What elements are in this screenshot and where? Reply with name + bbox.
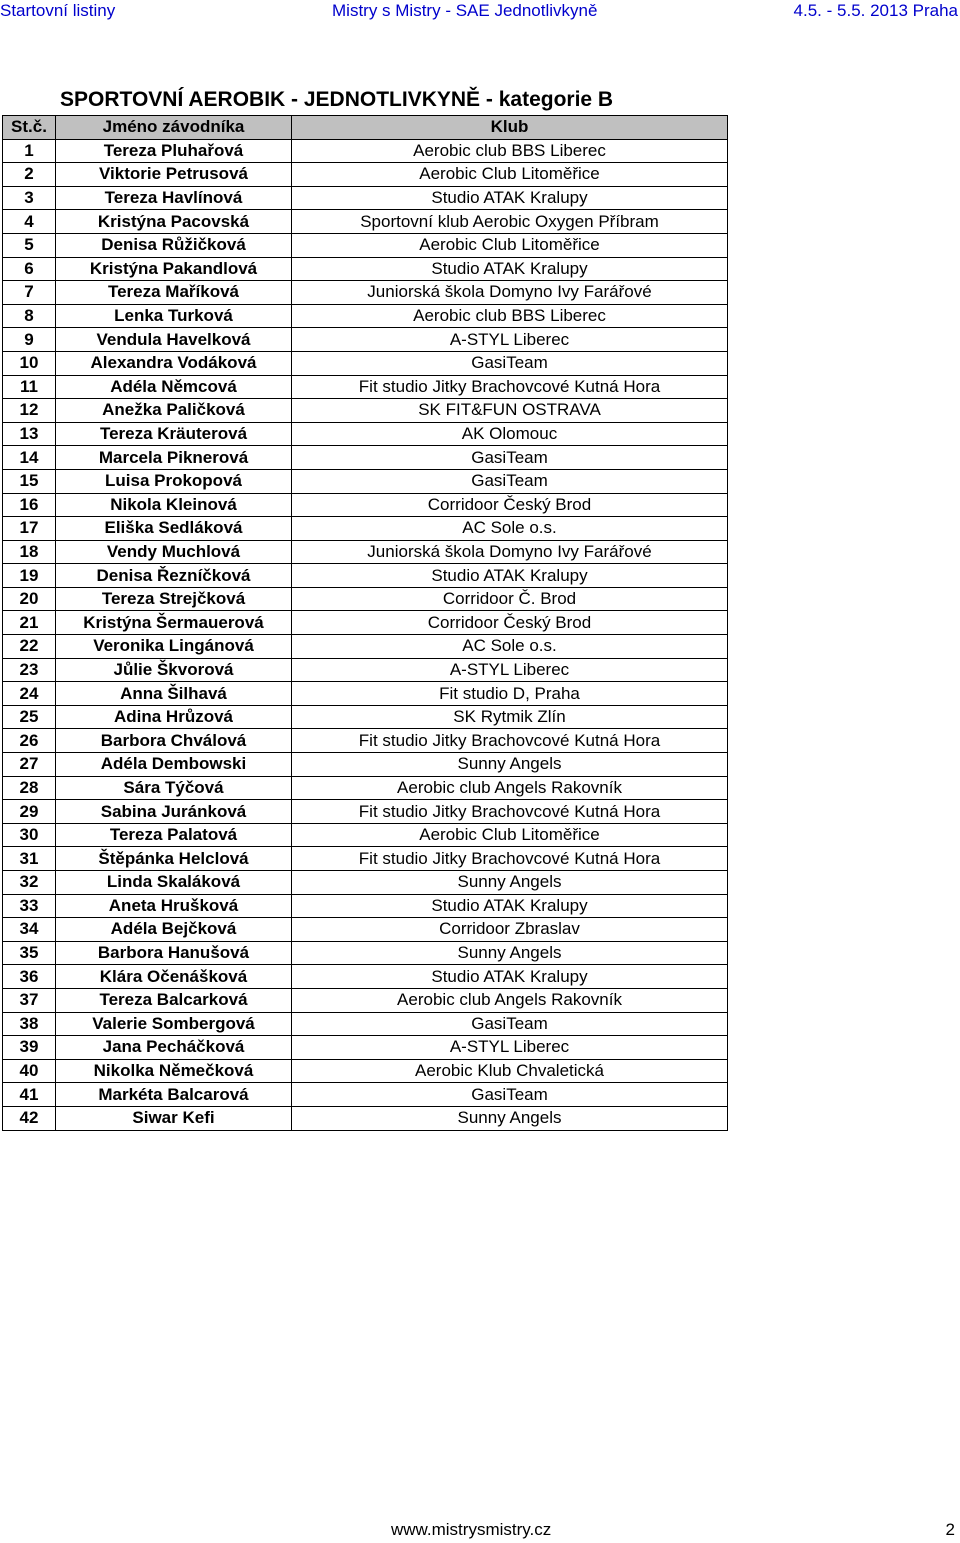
table-row <box>3 210 728 234</box>
competitor-name-cell: Luisa Prokopová <box>56 469 292 493</box>
club-cell: Aerobic club BBS Liberec <box>292 304 728 328</box>
competitor-name-cell: Valerie Sombergová <box>56 1012 292 1036</box>
competitor-name-cell: Barbora Hanušová <box>56 941 292 965</box>
start-number-cell: 35 <box>3 941 56 965</box>
club-cell: Fit studio Jitky Brachovcové Kutná Hora <box>292 729 728 753</box>
club-cell: GasiTeam <box>292 1012 728 1036</box>
start-number-cell: 4 <box>3 210 56 234</box>
start-number-cell: 16 <box>3 493 56 517</box>
club-cell: GasiTeam <box>292 469 728 493</box>
start-number-cell: 28 <box>3 776 56 800</box>
club-cell: Corridoor Zbraslav <box>292 918 728 942</box>
start-number-cell: 30 <box>3 823 56 847</box>
competitor-name-cell: Adina Hrůzová <box>56 705 292 729</box>
start-number-cell: 26 <box>3 729 56 753</box>
competitor-name-cell: Alexandra Vodáková <box>56 351 292 375</box>
table-row <box>3 1059 728 1083</box>
competitor-name-cell: Sára Týčová <box>56 776 292 800</box>
club-cell: Corridoor Český Brod <box>292 493 728 517</box>
start-number-cell: 32 <box>3 871 56 895</box>
club-cell: Aerobic Klub Chvaletická <box>292 1059 728 1083</box>
club-cell: GasiTeam <box>292 1083 728 1107</box>
table-row <box>3 871 728 895</box>
club-cell: Sunny Angels <box>292 871 728 895</box>
club-cell: Aerobic club Angels Rakovník <box>292 988 728 1012</box>
club-cell: GasiTeam <box>292 351 728 375</box>
table-row <box>3 1036 728 1060</box>
competitor-name-cell: Štěpánka Helclová <box>56 847 292 871</box>
competitor-name-cell: Markéta Balcarová <box>56 1083 292 1107</box>
club-cell: Studio ATAK Kralupy <box>292 186 728 210</box>
start-number-cell: 13 <box>3 422 56 446</box>
club-cell: Aerobic club BBS Liberec <box>292 139 728 163</box>
competitor-name-cell: Klára Očenášková <box>56 965 292 989</box>
club-cell: A-STYL Liberec <box>292 1036 728 1060</box>
club-cell: A-STYL Liberec <box>292 658 728 682</box>
competitor-name-cell: Lenka Turková <box>56 304 292 328</box>
start-number-cell: 33 <box>3 894 56 918</box>
start-number-cell: 42 <box>3 1106 56 1130</box>
club-cell: Sportovní klub Aerobic Oxygen Příbram <box>292 210 728 234</box>
start-number-cell: 38 <box>3 1012 56 1036</box>
start-number-cell: 22 <box>3 635 56 659</box>
table-row <box>3 918 728 942</box>
competitor-name-cell: Eliška Sedláková <box>56 517 292 541</box>
start-number-cell: 24 <box>3 682 56 706</box>
table-row <box>3 682 728 706</box>
table-row <box>3 328 728 352</box>
header-date-link[interactable]: 4.5. - 5.5. 2013 Praha <box>793 1 958 20</box>
club-cell: Studio ATAK Kralupy <box>292 965 728 989</box>
table-row <box>3 469 728 493</box>
competitor-name-cell: Tereza Pluhařová <box>56 139 292 163</box>
table-row <box>3 847 728 871</box>
column-header-name: Jméno závodníka <box>56 116 292 140</box>
club-cell: AC Sole o.s. <box>292 517 728 541</box>
start-number-cell: 14 <box>3 446 56 470</box>
start-number-cell: 40 <box>3 1059 56 1083</box>
column-header-number: St.č. <box>3 116 56 140</box>
start-list-table <box>2 115 728 1131</box>
table-row <box>3 611 728 635</box>
club-cell: Fit studio Jitky Brachovcové Kutná Hora <box>292 847 728 871</box>
competitor-name-cell: Siwar Kefi <box>56 1106 292 1130</box>
competitor-name-cell: Kristýna Pacovská <box>56 210 292 234</box>
competitor-name-cell: Nikolka Němečková <box>56 1059 292 1083</box>
club-cell: Sunny Angels <box>292 941 728 965</box>
table-row <box>3 375 728 399</box>
competitor-name-cell: Tereza Strejčková <box>56 587 292 611</box>
club-cell: Fit studio Jitky Brachovcové Kutná Hora <box>292 800 728 824</box>
start-number-cell: 11 <box>3 375 56 399</box>
club-cell: Fit studio D, Praha <box>292 682 728 706</box>
header-start-lists-link[interactable]: Startovní listiny <box>0 1 116 20</box>
start-number-cell: 5 <box>3 233 56 257</box>
page-header <box>0 0 960 22</box>
table-row <box>3 753 728 777</box>
start-number-cell: 23 <box>3 658 56 682</box>
start-number-cell: 9 <box>3 328 56 352</box>
club-cell: SK FIT&FUN OSTRAVA <box>292 399 728 423</box>
start-number-cell: 41 <box>3 1083 56 1107</box>
footer-website-url[interactable]: www.mistrysmistry.cz <box>391 1520 552 1539</box>
competitor-name-cell: Adéla Bejčková <box>56 918 292 942</box>
competitor-name-cell: Aneta Hrušková <box>56 894 292 918</box>
table-row <box>3 399 728 423</box>
table-row <box>3 446 728 470</box>
competitor-name-cell: Tereza Havlínová <box>56 186 292 210</box>
start-number-cell: 27 <box>3 753 56 777</box>
competitor-name-cell: Anežka Paličková <box>56 399 292 423</box>
competitor-name-cell: Adéla Němcová <box>56 375 292 399</box>
competitor-name-cell: Vendy Muchlová <box>56 540 292 564</box>
start-number-cell: 19 <box>3 564 56 588</box>
club-cell: Aerobic Club Litoměřice <box>292 233 728 257</box>
club-cell: Studio ATAK Kralupy <box>292 894 728 918</box>
competitor-name-cell: Denisa Řezníčková <box>56 564 292 588</box>
start-number-cell: 21 <box>3 611 56 635</box>
club-cell: Aerobic Club Litoměřice <box>292 823 728 847</box>
start-number-cell: 31 <box>3 847 56 871</box>
start-number-cell: 2 <box>3 163 56 187</box>
club-cell: Aerobic club Angels Rakovník <box>292 776 728 800</box>
competitor-name-cell: Jana Pecháčková <box>56 1036 292 1060</box>
start-number-cell: 37 <box>3 988 56 1012</box>
page-title: SPORTOVNÍ AEROBIK - JEDNOTLIVKYNĚ - kategorie B <box>60 88 614 111</box>
club-cell: Corridoor Č. Brod <box>292 587 728 611</box>
table-row <box>3 988 728 1012</box>
table-row <box>3 823 728 847</box>
competitor-name-cell: Adéla Dembowski <box>56 753 292 777</box>
column-header-club: Klub <box>292 116 728 140</box>
club-cell: GasiTeam <box>292 446 728 470</box>
start-number-cell: 7 <box>3 281 56 305</box>
table-row <box>3 564 728 588</box>
competitor-name-cell: Vendula Havelková <box>56 328 292 352</box>
club-cell: SK Rytmik Zlín <box>292 705 728 729</box>
table-header-row <box>3 116 728 140</box>
start-number-cell: 25 <box>3 705 56 729</box>
start-number-cell: 10 <box>3 351 56 375</box>
start-number-cell: 6 <box>3 257 56 281</box>
start-number-cell: 39 <box>3 1036 56 1060</box>
competitor-name-cell: Anna Šilhavá <box>56 682 292 706</box>
start-number-cell: 12 <box>3 399 56 423</box>
table-row <box>3 139 728 163</box>
table-row <box>3 705 728 729</box>
competitor-name-cell: Tereza Palatová <box>56 823 292 847</box>
table-row <box>3 517 728 541</box>
table-row <box>3 587 728 611</box>
start-number-cell: 15 <box>3 469 56 493</box>
competitor-name-cell: Tereza Kräuterová <box>56 422 292 446</box>
club-cell: Fit studio Jitky Brachovcové Kutná Hora <box>292 375 728 399</box>
table-row <box>3 776 728 800</box>
footer-page-number: 2 <box>945 1520 955 1539</box>
table-row <box>3 257 728 281</box>
club-cell: Corridoor Český Brod <box>292 611 728 635</box>
table-row <box>3 635 728 659</box>
start-number-cell: 36 <box>3 965 56 989</box>
club-cell: Juniorská škola Domyno Ivy Farářové <box>292 281 728 305</box>
competitor-name-cell: Viktorie Petrusová <box>56 163 292 187</box>
club-cell: Aerobic Club Litoměřice <box>292 163 728 187</box>
competitor-name-cell: Marcela Piknerová <box>56 446 292 470</box>
table-row <box>3 304 728 328</box>
table-row <box>3 1106 728 1130</box>
start-number-cell: 34 <box>3 918 56 942</box>
competitor-name-cell: Kristýna Pakandlová <box>56 257 292 281</box>
club-cell: Studio ATAK Kralupy <box>292 564 728 588</box>
club-cell: Sunny Angels <box>292 753 728 777</box>
club-cell: AC Sole o.s. <box>292 635 728 659</box>
competitor-name-cell: Veronika Lingánová <box>56 635 292 659</box>
competitor-name-cell: Denisa Růžičková <box>56 233 292 257</box>
start-number-cell: 18 <box>3 540 56 564</box>
competitor-name-cell: Nikola Kleinová <box>56 493 292 517</box>
competitor-name-cell: Tereza Balcarková <box>56 988 292 1012</box>
start-number-cell: 8 <box>3 304 56 328</box>
club-cell: Juniorská škola Domyno Ivy Farářové <box>292 540 728 564</box>
table-row <box>3 422 728 446</box>
table-row <box>3 965 728 989</box>
table-row <box>3 729 728 753</box>
table-row <box>3 941 728 965</box>
start-number-cell: 17 <box>3 517 56 541</box>
competitor-name-cell: Tereza Maříková <box>56 281 292 305</box>
club-cell: AK Olomouc <box>292 422 728 446</box>
table-row <box>3 351 728 375</box>
table-row <box>3 281 728 305</box>
table-row <box>3 1083 728 1107</box>
table-row <box>3 540 728 564</box>
start-number-cell: 29 <box>3 800 56 824</box>
table-row <box>3 163 728 187</box>
competitor-name-cell: Sabina Juránková <box>56 800 292 824</box>
club-cell: Studio ATAK Kralupy <box>292 257 728 281</box>
competitor-name-cell: Linda Skaláková <box>56 871 292 895</box>
start-number-cell: 20 <box>3 587 56 611</box>
competitor-name-cell: Kristýna Šermauerová <box>56 611 292 635</box>
table-row <box>3 493 728 517</box>
competitor-name-cell: Jůlie Škvorová <box>56 658 292 682</box>
competitor-name-cell: Barbora Chválová <box>56 729 292 753</box>
table-row <box>3 894 728 918</box>
club-cell: A-STYL Liberec <box>292 328 728 352</box>
header-competition-link[interactable]: Mistry s Mistry - SAE Jednotlivkyně <box>332 1 598 20</box>
table-row <box>3 1012 728 1036</box>
club-cell: Sunny Angels <box>292 1106 728 1130</box>
table-row <box>3 233 728 257</box>
start-number-cell: 3 <box>3 186 56 210</box>
table-row <box>3 186 728 210</box>
table-row <box>3 658 728 682</box>
table-row <box>3 800 728 824</box>
start-number-cell: 1 <box>3 139 56 163</box>
